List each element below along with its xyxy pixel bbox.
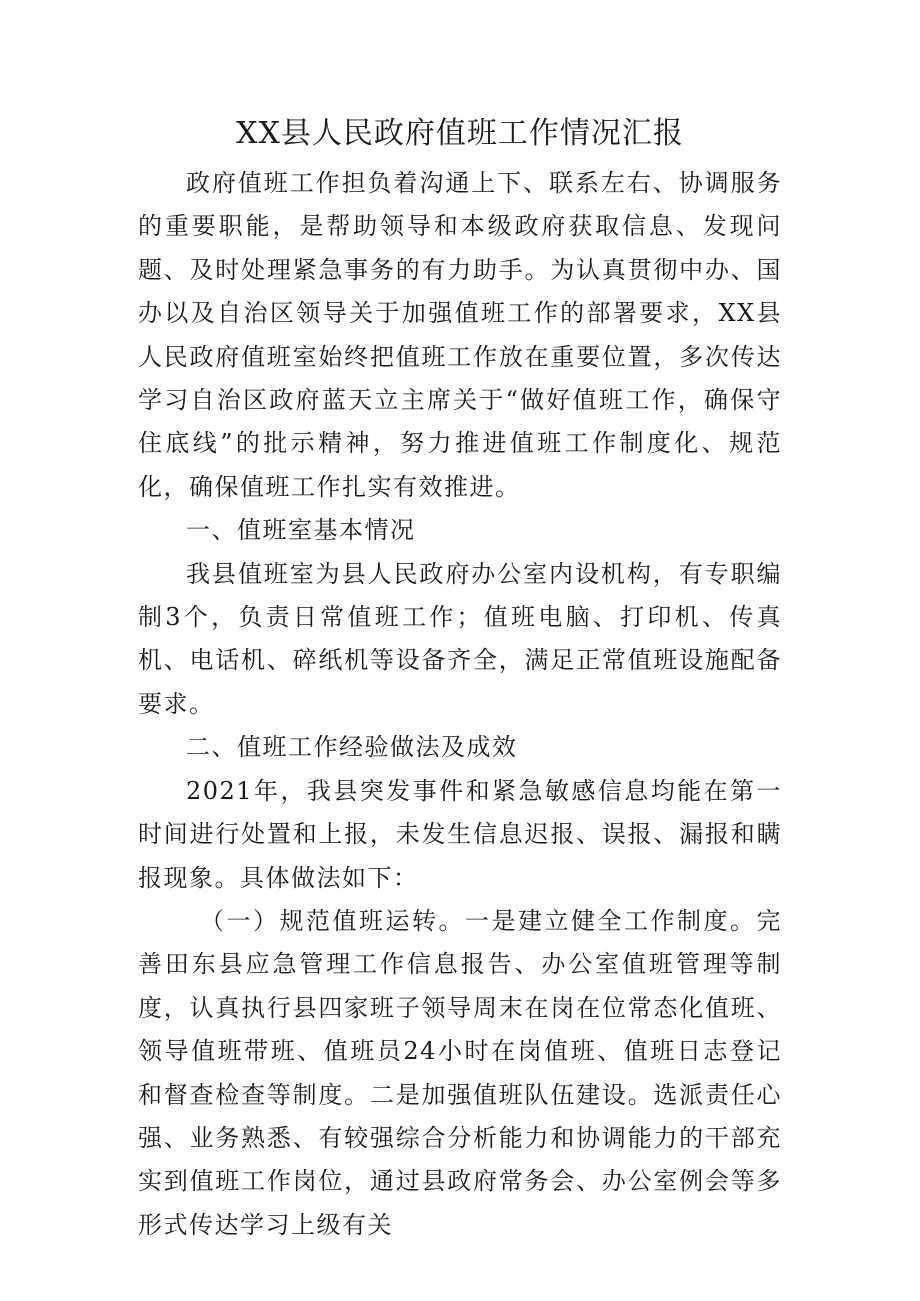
document-title: XX县人民政府值班工作情况汇报 [236,116,684,151]
document-body [138,162,782,1247]
subsection-1-paragraph: （一）规范值班运转。一是建立健全工作制度。完善田东县应急管理工作信息报告、办公室值班管理等制度，认真执行县四家班子领导周末在岗在位常态化值班、领导值班带班、值班员24小时在岗值班、值班日志登记和督查检查等制度。二是加强值班队伍建设。选派责任心强、业务熟悉、有较强综合分析能力和协调能力的干部充实到值班工作岗位，通过县政府常务会、办公室例会等多形式传达学习上级有关 [138,906,782,1239]
section-1-paragraph: 我县值班室为县人民政府办公室内设机构，有专职编制3个，负责日常值班工作；值班电脑、打印机、传真机、电话机、碎纸机等设备齐全，满足正常值班设施配备要求。 [138,559,782,718]
intro-paragraph: 政府值班工作担负着沟通上下、联系左右、协调服务的重要职能，是帮助领导和本级政府获取信息、发现问题、及时处理紧急事务的有力助手。为认真贯彻中办、国办以及自治区领导关于加强值班工作的部署要求，XX县人民政府值班室始终把值班工作放在重要位置，多次传达学习自治区政府蓝天立主席关于“做好值班工作，确保守住底线”的批示精神，努力推进值班工作制度化、规范化，确保值班工作扎实有效推进。 [138,169,782,501]
section-2-paragraph: 2021年，我县突发事件和紧急敏感信息均能在第一时间进行处置和上报，未发生信息迟报、误报、漏报和瞒报现象。具体做法如下： [138,776,782,892]
section-heading-2: 二、值班工作经验做法及成效 [186,733,518,762]
section-heading-1: 一、值班室基本情况 [186,516,416,545]
